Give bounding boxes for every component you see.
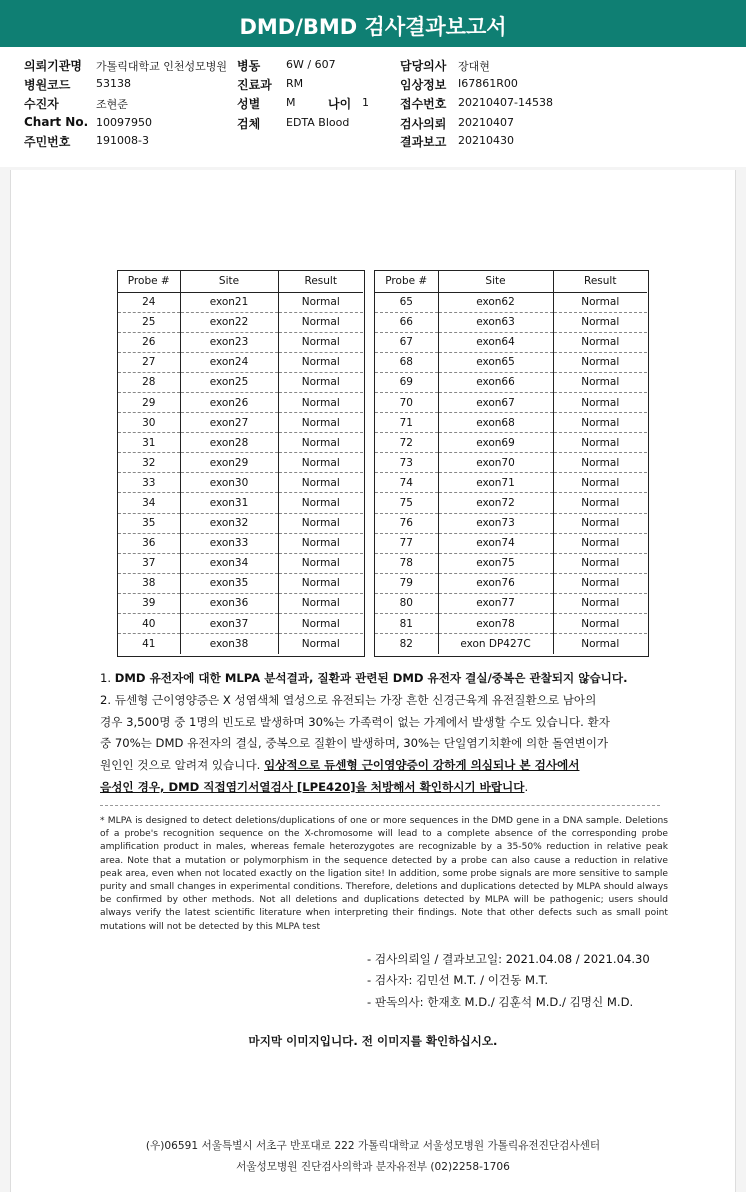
col-header-probe: Probe # xyxy=(375,271,438,292)
result-cell: Normal xyxy=(278,593,363,613)
probe-number-cell: 75 xyxy=(375,493,438,513)
value-physician: 장대현 xyxy=(458,60,490,73)
result-cell: Normal xyxy=(553,392,647,412)
probe-number-cell: 27 xyxy=(118,352,180,372)
result-cell: Normal xyxy=(278,493,363,513)
result-cell: Normal xyxy=(278,433,363,453)
site-cell: exon68 xyxy=(438,413,553,433)
result-cell: Normal xyxy=(278,312,363,332)
probe-number-cell: 25 xyxy=(118,312,180,332)
comment-2-line-2: 경우 3,500명 중 1명의 빈도로 발생하며 30%는 가족력이 없는 가계에서 발생할 수도 있습니다. 환자 xyxy=(100,714,610,729)
table-row xyxy=(375,392,647,412)
site-cell: exon DP427C xyxy=(438,634,553,654)
site-cell: exon27 xyxy=(180,413,278,433)
result-cell: Normal xyxy=(553,493,647,513)
probe-number-cell: 38 xyxy=(118,573,180,593)
probe-number-cell: 34 xyxy=(118,493,180,513)
probe-number-cell: 74 xyxy=(375,473,438,493)
table-row xyxy=(118,634,363,654)
probe-number-cell: 41 xyxy=(118,634,180,654)
result-cell: Normal xyxy=(278,352,363,372)
value-ward: 6W / 607 xyxy=(286,58,336,71)
interpretation-comment xyxy=(100,668,660,799)
probe-table-left-frame xyxy=(117,270,365,657)
result-cell: Normal xyxy=(553,593,647,613)
table-row xyxy=(118,433,363,453)
table-row xyxy=(375,453,647,473)
site-cell: exon67 xyxy=(438,392,553,412)
label-request-date: 검사의뢰 xyxy=(400,117,447,131)
site-cell: exon33 xyxy=(180,533,278,553)
probe-number-cell: 76 xyxy=(375,513,438,533)
table-row xyxy=(118,453,363,473)
label-accession-no: 접수번호 xyxy=(400,97,447,111)
site-cell: exon25 xyxy=(180,372,278,392)
result-cell: Normal xyxy=(553,332,647,352)
probe-table-left xyxy=(118,271,363,654)
table-row xyxy=(375,614,647,634)
table-row xyxy=(375,513,647,533)
comment-end-period: . xyxy=(524,779,529,794)
value-resident-no: 191008-3 xyxy=(96,134,149,147)
table-row xyxy=(375,553,647,573)
probe-number-cell: 82 xyxy=(375,634,438,654)
probe-number-cell: 26 xyxy=(118,332,180,352)
value-requesting-institution: 가톨릭대학교 인천성모병원 xyxy=(96,60,228,73)
report-header xyxy=(0,47,746,167)
label-report-date: 결과보고 xyxy=(400,135,447,149)
probe-number-cell: 39 xyxy=(118,593,180,613)
probe-number-cell: 36 xyxy=(118,533,180,553)
value-report-date: 20210430 xyxy=(458,134,514,147)
site-cell: exon21 xyxy=(180,292,278,312)
col-header-result: Result xyxy=(553,271,647,292)
label-age: 나이 xyxy=(328,97,352,111)
probe-number-cell: 31 xyxy=(118,433,180,453)
probe-number-cell: 81 xyxy=(375,614,438,634)
site-cell: exon65 xyxy=(438,352,553,372)
probe-number-cell: 28 xyxy=(118,372,180,392)
table-row xyxy=(375,433,647,453)
label-specimen: 검체 xyxy=(237,117,261,131)
result-cell: Normal xyxy=(278,553,363,573)
site-cell: exon32 xyxy=(180,513,278,533)
site-cell: exon70 xyxy=(438,453,553,473)
label-requesting-institution: 의뢰기관명 xyxy=(24,59,82,73)
site-cell: exon69 xyxy=(438,433,553,453)
table-row xyxy=(375,493,647,513)
result-cell: Normal xyxy=(553,553,647,573)
site-cell: exon73 xyxy=(438,513,553,533)
result-cell: Normal xyxy=(553,573,647,593)
table-row xyxy=(118,533,363,553)
comment-2-line-4: 원인인 것으로 알려져 있습니다. xyxy=(100,758,265,773)
table-row xyxy=(375,573,647,593)
result-cell: Normal xyxy=(278,614,363,634)
site-cell: exon76 xyxy=(438,573,553,593)
value-accession-no: 20210407-14538 xyxy=(458,96,553,109)
site-cell: exon29 xyxy=(180,453,278,473)
site-cell: exon30 xyxy=(180,473,278,493)
label-patient: 수진자 xyxy=(24,97,59,111)
label-department: 진료과 xyxy=(237,78,272,92)
probe-number-cell: 35 xyxy=(118,513,180,533)
site-cell: exon75 xyxy=(438,553,553,573)
site-cell: exon28 xyxy=(180,433,278,453)
footer-department: 서울성모병원 진단검사의학과 분자유전부 (02)2258-1706 xyxy=(236,1161,510,1173)
site-cell: exon31 xyxy=(180,493,278,513)
result-cell: Normal xyxy=(278,392,363,412)
result-cell: Normal xyxy=(553,352,647,372)
result-cell: Normal xyxy=(301,637,340,650)
table-row xyxy=(375,332,647,352)
table-row xyxy=(118,332,363,352)
value-age: 1 xyxy=(362,96,369,109)
table-row xyxy=(118,553,363,573)
mlpa-footnote: * MLPA is designed to detect deletions/duplications of one or more sequences in the DMD gene in a DNA sample. Deletions of a probe's recognition sequence on the X-chromosome will lead to a complete absence of the corresponding probe amplification product in males, whereas female heterozygotes are recognizable by a 35-50% reduction in relative peak area. Note that a mutation or polymorphism in the sequence detected by a probe can also cause a reduction in relative peak area, even when not located exactly on the ligation site! In addition, some probe signals are more sensitive to sample purity and small changes in experimental conditions. Therefore, deletions and duplications detected by MLPA should always be confirmed by other methods. Not all deletions and duplications detected by MLPA will be pathogenic; users should always verify the latest scientific literature when interpreting their findings. Note that other defects such as small point mutations will not be detected by this MLPA test xyxy=(100,816,668,932)
table-row xyxy=(118,292,363,312)
col-header-result: Result xyxy=(278,271,363,292)
value-hospital-code: 53138 xyxy=(96,77,131,90)
comment-recommendation-2: 음성인 경우, DMD 직접염기서열검사 [LPE420]을 처방해서 확인하시기 바랍니다 xyxy=(100,779,525,794)
col-header-site: Site xyxy=(438,271,553,292)
site-cell: exon77 xyxy=(438,593,553,613)
value-patient: 조현준 xyxy=(96,98,128,111)
label-resident-no: 주민번호 xyxy=(24,135,71,149)
result-cell: Normal xyxy=(553,533,647,553)
comment-recommendation-1: 임상적으로 듀센형 근이영양증이 강하게 의심되나 본 검사에서 xyxy=(264,758,580,773)
value-specimen: EDTA Blood xyxy=(286,116,350,129)
result-cell: Normal xyxy=(278,533,363,553)
table-row xyxy=(118,493,363,513)
comment-2-line-1: 2. 듀센형 근이영양증은 X 성염색체 열성으로 유전되는 가장 흔한 신경근육계 유전질환으로 남아의 xyxy=(100,692,597,707)
result-cell: Normal xyxy=(553,312,647,332)
label-chart-no: Chart No. xyxy=(24,115,89,129)
probe-number-cell: 72 xyxy=(375,433,438,453)
probe-number-cell: 69 xyxy=(375,372,438,392)
probe-table-right-frame xyxy=(374,270,649,657)
probe-number-cell: 30 xyxy=(118,413,180,433)
value-clinical-info: I67861R00 xyxy=(458,77,518,90)
result-cell: Normal xyxy=(553,433,647,453)
result-cell: Normal xyxy=(553,413,647,433)
site-cell: exon64 xyxy=(438,332,553,352)
last-page-notice: 마지막 이미지입니다. 전 이미지를 확인하십시오. xyxy=(248,1034,498,1048)
table-row xyxy=(118,573,363,593)
table-row xyxy=(375,372,647,392)
probe-number-cell: 65 xyxy=(375,292,438,312)
probe-number-cell: 29 xyxy=(118,392,180,412)
result-cell: Normal xyxy=(278,332,363,352)
table-row xyxy=(118,372,363,392)
col-header-site: Site xyxy=(180,271,278,292)
probe-number-cell: 77 xyxy=(375,533,438,553)
site-cell: exon36 xyxy=(180,593,278,613)
site-cell: exon62 xyxy=(438,292,553,312)
result-cell: Normal xyxy=(278,573,363,593)
site-cell: exon37 xyxy=(180,614,278,634)
probe-number-cell: 78 xyxy=(375,553,438,573)
result-cell: Normal xyxy=(553,513,647,533)
result-cell: Normal xyxy=(553,614,647,634)
result-cell: Normal xyxy=(553,473,647,493)
comment-1-prefix: 1. xyxy=(100,671,115,685)
result-cell: Normal xyxy=(278,413,363,433)
table-row xyxy=(118,513,363,533)
table-row xyxy=(375,352,647,372)
report-title: DMD/BMD 검사결과보고서 xyxy=(0,0,746,47)
table-row xyxy=(118,413,363,433)
table-row xyxy=(375,473,647,493)
probe-number-cell: 80 xyxy=(375,593,438,613)
result-cell: Normal xyxy=(278,372,363,392)
probe-number-cell: 73 xyxy=(375,453,438,473)
table-row xyxy=(375,413,647,433)
site-cell: exon72 xyxy=(438,493,553,513)
probe-number-cell: 68 xyxy=(375,352,438,372)
comment-2-line-3: 중 70%는 DMD 유전자의 결실, 중복으로 질환이 발생하며, 30%는 단일염기치환에 의한 돌연변이가 xyxy=(100,736,609,751)
result-cell: Normal xyxy=(553,453,647,473)
value-sex: M xyxy=(286,96,296,109)
probe-number-cell: 67 xyxy=(375,332,438,352)
comment-1-result: DMD 유전자에 대한 MLPA 분석결과, 질환과 관련된 DMD 유전자 결실/중복은 관찰되지 않습니다. xyxy=(114,671,628,685)
probe-table-right xyxy=(375,271,647,654)
result-cell: Normal xyxy=(278,453,363,473)
table-row xyxy=(118,593,363,613)
table-row xyxy=(375,593,647,613)
probe-number-cell: 40 xyxy=(118,614,180,634)
probe-number-cell: 66 xyxy=(375,312,438,332)
label-ward: 병동 xyxy=(237,59,261,73)
site-cell: exon24 xyxy=(180,352,278,372)
probe-number-cell: 33 xyxy=(118,473,180,493)
site-cell: exon78 xyxy=(438,614,553,634)
site-cell: exon35 xyxy=(180,573,278,593)
site-cell: exon66 xyxy=(438,372,553,392)
result-cell: Normal xyxy=(278,513,363,533)
site-cell: exon74 xyxy=(438,533,553,553)
table-row xyxy=(375,312,647,332)
table-row xyxy=(375,533,647,553)
table-row xyxy=(375,292,647,312)
probe-number-cell: 79 xyxy=(375,573,438,593)
site-cell: exon23 xyxy=(180,332,278,352)
label-physician: 담당의사 xyxy=(400,59,447,73)
site-cell: exon63 xyxy=(438,312,553,332)
probe-number-cell: 70 xyxy=(375,392,438,412)
result-cell: Normal xyxy=(278,473,363,493)
sign-technicians: - 검사자: 김민선 M.T. / 이건동 M.T. xyxy=(367,973,549,987)
site-cell: exon22 xyxy=(180,312,278,332)
table-row xyxy=(375,634,647,654)
result-cell: Normal xyxy=(581,637,620,650)
probe-number-cell: 24 xyxy=(118,292,180,312)
value-department: RM xyxy=(286,77,304,90)
site-cell: exon34 xyxy=(180,553,278,573)
footer-address: (우)06591 서울특별시 서초구 반포대로 222 가톨릭대학교 서울성모병원 가톨릭유전진단검사센터 xyxy=(145,1140,601,1152)
probe-number-cell: 37 xyxy=(118,553,180,573)
label-sex: 성별 xyxy=(237,97,261,111)
sign-dates: - 검사의뢰일 / 결과보고일: 2021.04.08 / 2021.04.30 xyxy=(367,952,650,966)
table-row xyxy=(118,473,363,493)
result-cell: Normal xyxy=(553,372,647,392)
label-hospital-code: 병원코드 xyxy=(24,78,71,92)
site-cell: exon38 xyxy=(180,634,278,654)
col-header-probe: Probe # xyxy=(118,271,180,292)
sign-physicians: - 판독의사: 한재호 M.D./ 김훈석 M.D./ 김명신 M.D. xyxy=(367,995,634,1009)
site-cell: exon71 xyxy=(438,473,553,493)
table-row xyxy=(118,352,363,372)
site-cell: exon26 xyxy=(180,392,278,412)
table-row xyxy=(118,312,363,332)
table-row xyxy=(118,392,363,412)
label-clinical-info: 임상정보 xyxy=(400,78,447,92)
table-row xyxy=(118,614,363,634)
value-request-date: 20210407 xyxy=(458,116,514,129)
result-cell: Normal xyxy=(278,292,363,312)
probe-number-cell: 71 xyxy=(375,413,438,433)
probe-number-cell: 32 xyxy=(118,453,180,473)
result-cell: Normal xyxy=(553,292,647,312)
section-divider xyxy=(100,805,660,806)
value-chart-no: 10097950 xyxy=(96,116,152,129)
